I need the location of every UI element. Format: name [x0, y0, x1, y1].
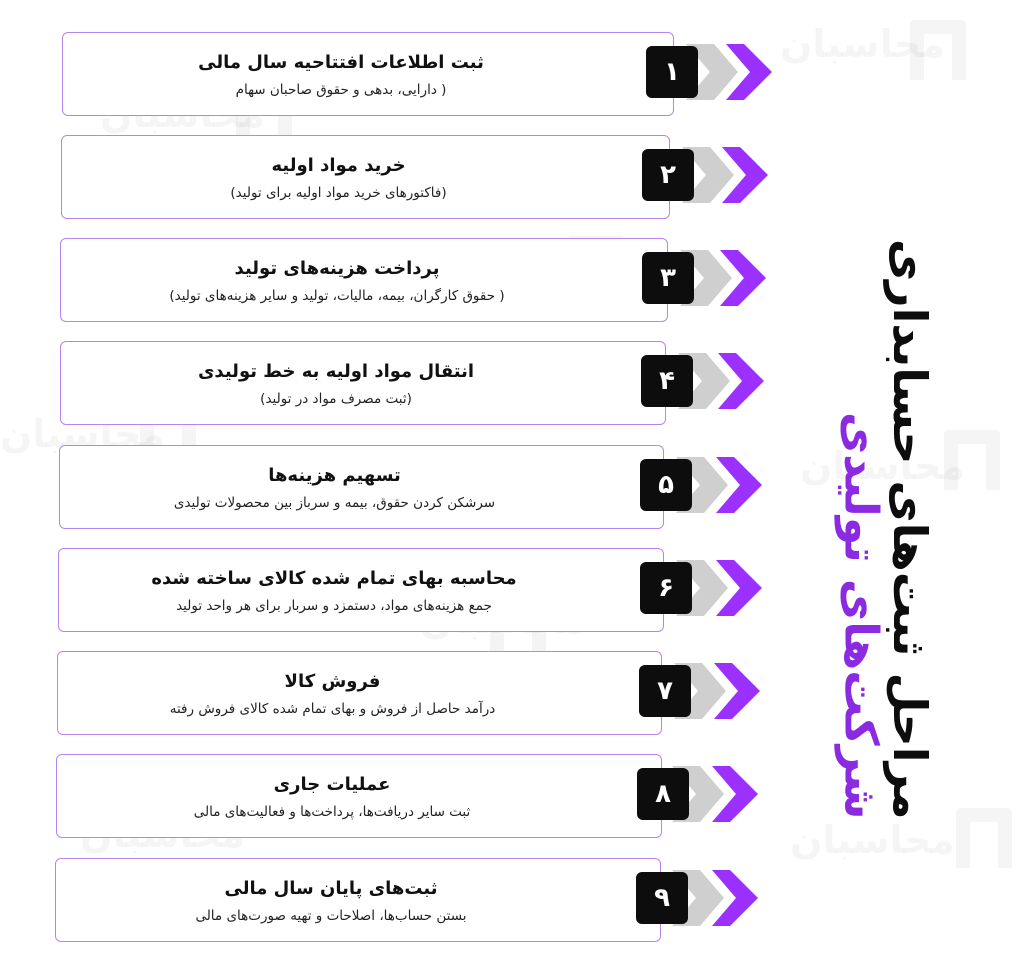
- step-title: پرداخت هزینه‌های تولید: [234, 258, 440, 280]
- step-title: خرید مواد اولیه: [271, 155, 406, 177]
- step-number-badge: ۱: [646, 46, 698, 98]
- page-title-line-1: مراحل ثبت‌های حسابداری: [883, 239, 937, 820]
- step-card: [61, 135, 670, 219]
- step-description: سرشکن کردن حقوق، بیمه و سرباز بین محصولات تولیدی: [173, 494, 496, 511]
- step-item: [0, 754, 800, 840]
- step-title: ثبت اطلاعات افتتاحیه سال مالی: [198, 52, 484, 74]
- step-description: جمع هزینه‌های مواد، دستمزد و سربار برای هر واحد تولید: [176, 597, 492, 614]
- step-number-badge: ۷: [639, 665, 691, 717]
- step-card: [59, 445, 664, 529]
- step-title: انتقال مواد اولیه به خط تولیدی: [197, 361, 475, 383]
- step-description: ( حقوق کارگران، بیمه، مالیات، تولید و سایر هزینه‌های تولید): [169, 287, 505, 304]
- step-card: [55, 858, 661, 942]
- step-title: ثبت‌های پایان سال مالی: [224, 878, 438, 900]
- step-description: بستن حساب‌ها، اصلاحات و تهیه صورت‌های مالی: [195, 907, 467, 924]
- step-item: [0, 32, 800, 118]
- step-card: [57, 651, 662, 735]
- step-item: [0, 445, 800, 531]
- watermark-logo-icon: [944, 430, 1000, 490]
- watermark-logo-icon: [910, 20, 966, 80]
- page-title: [824, 160, 937, 820]
- step-card: [56, 754, 662, 838]
- step-item: [0, 238, 800, 324]
- step-title: فروش کالا: [284, 671, 381, 693]
- step-item: [0, 548, 800, 634]
- step-item: [0, 651, 800, 737]
- step-number-badge: ۲: [642, 149, 694, 201]
- step-card: [62, 32, 674, 116]
- step-description: ثبت سایر دریافت‌ها، پرداخت‌ها و فعالیت‌های مالی: [193, 803, 471, 820]
- step-number-badge: ۸: [637, 768, 689, 820]
- step-title: تسهیم هزینه‌ها: [268, 465, 401, 487]
- step-description: درآمد حاصل از فروش و بهای تمام شده کالای فروش رفته: [169, 700, 496, 717]
- watermark-text: [790, 818, 955, 862]
- step-number-badge: ۶: [640, 562, 692, 614]
- watermark-text: [780, 22, 945, 66]
- step-description: (ثبت مصرف مواد در تولید): [260, 390, 412, 407]
- step-number-badge: ۵: [640, 459, 692, 511]
- step-title: محاسبه بهای تمام شده کالای ساخته شده: [151, 568, 517, 590]
- step-title: عملیات جاری: [273, 774, 391, 796]
- step-item: [0, 341, 800, 427]
- step-card: [58, 548, 664, 632]
- step-description: (فاکتورهای خرید مواد اولیه برای تولید): [230, 184, 447, 201]
- step-description: ( دارایی، بدهی و حقوق صاحبان سهام: [235, 81, 447, 98]
- step-item: [0, 135, 800, 221]
- step-item: [0, 858, 800, 944]
- page-title-line-2: شرکت‌های تولیدی: [834, 412, 889, 820]
- step-card: [60, 341, 666, 425]
- step-card: [60, 238, 668, 322]
- watermark-logo-icon: [956, 808, 1012, 868]
- step-number-badge: ۴: [641, 355, 693, 407]
- step-number-badge: ۳: [642, 252, 694, 304]
- step-number-badge: ۹: [636, 872, 688, 924]
